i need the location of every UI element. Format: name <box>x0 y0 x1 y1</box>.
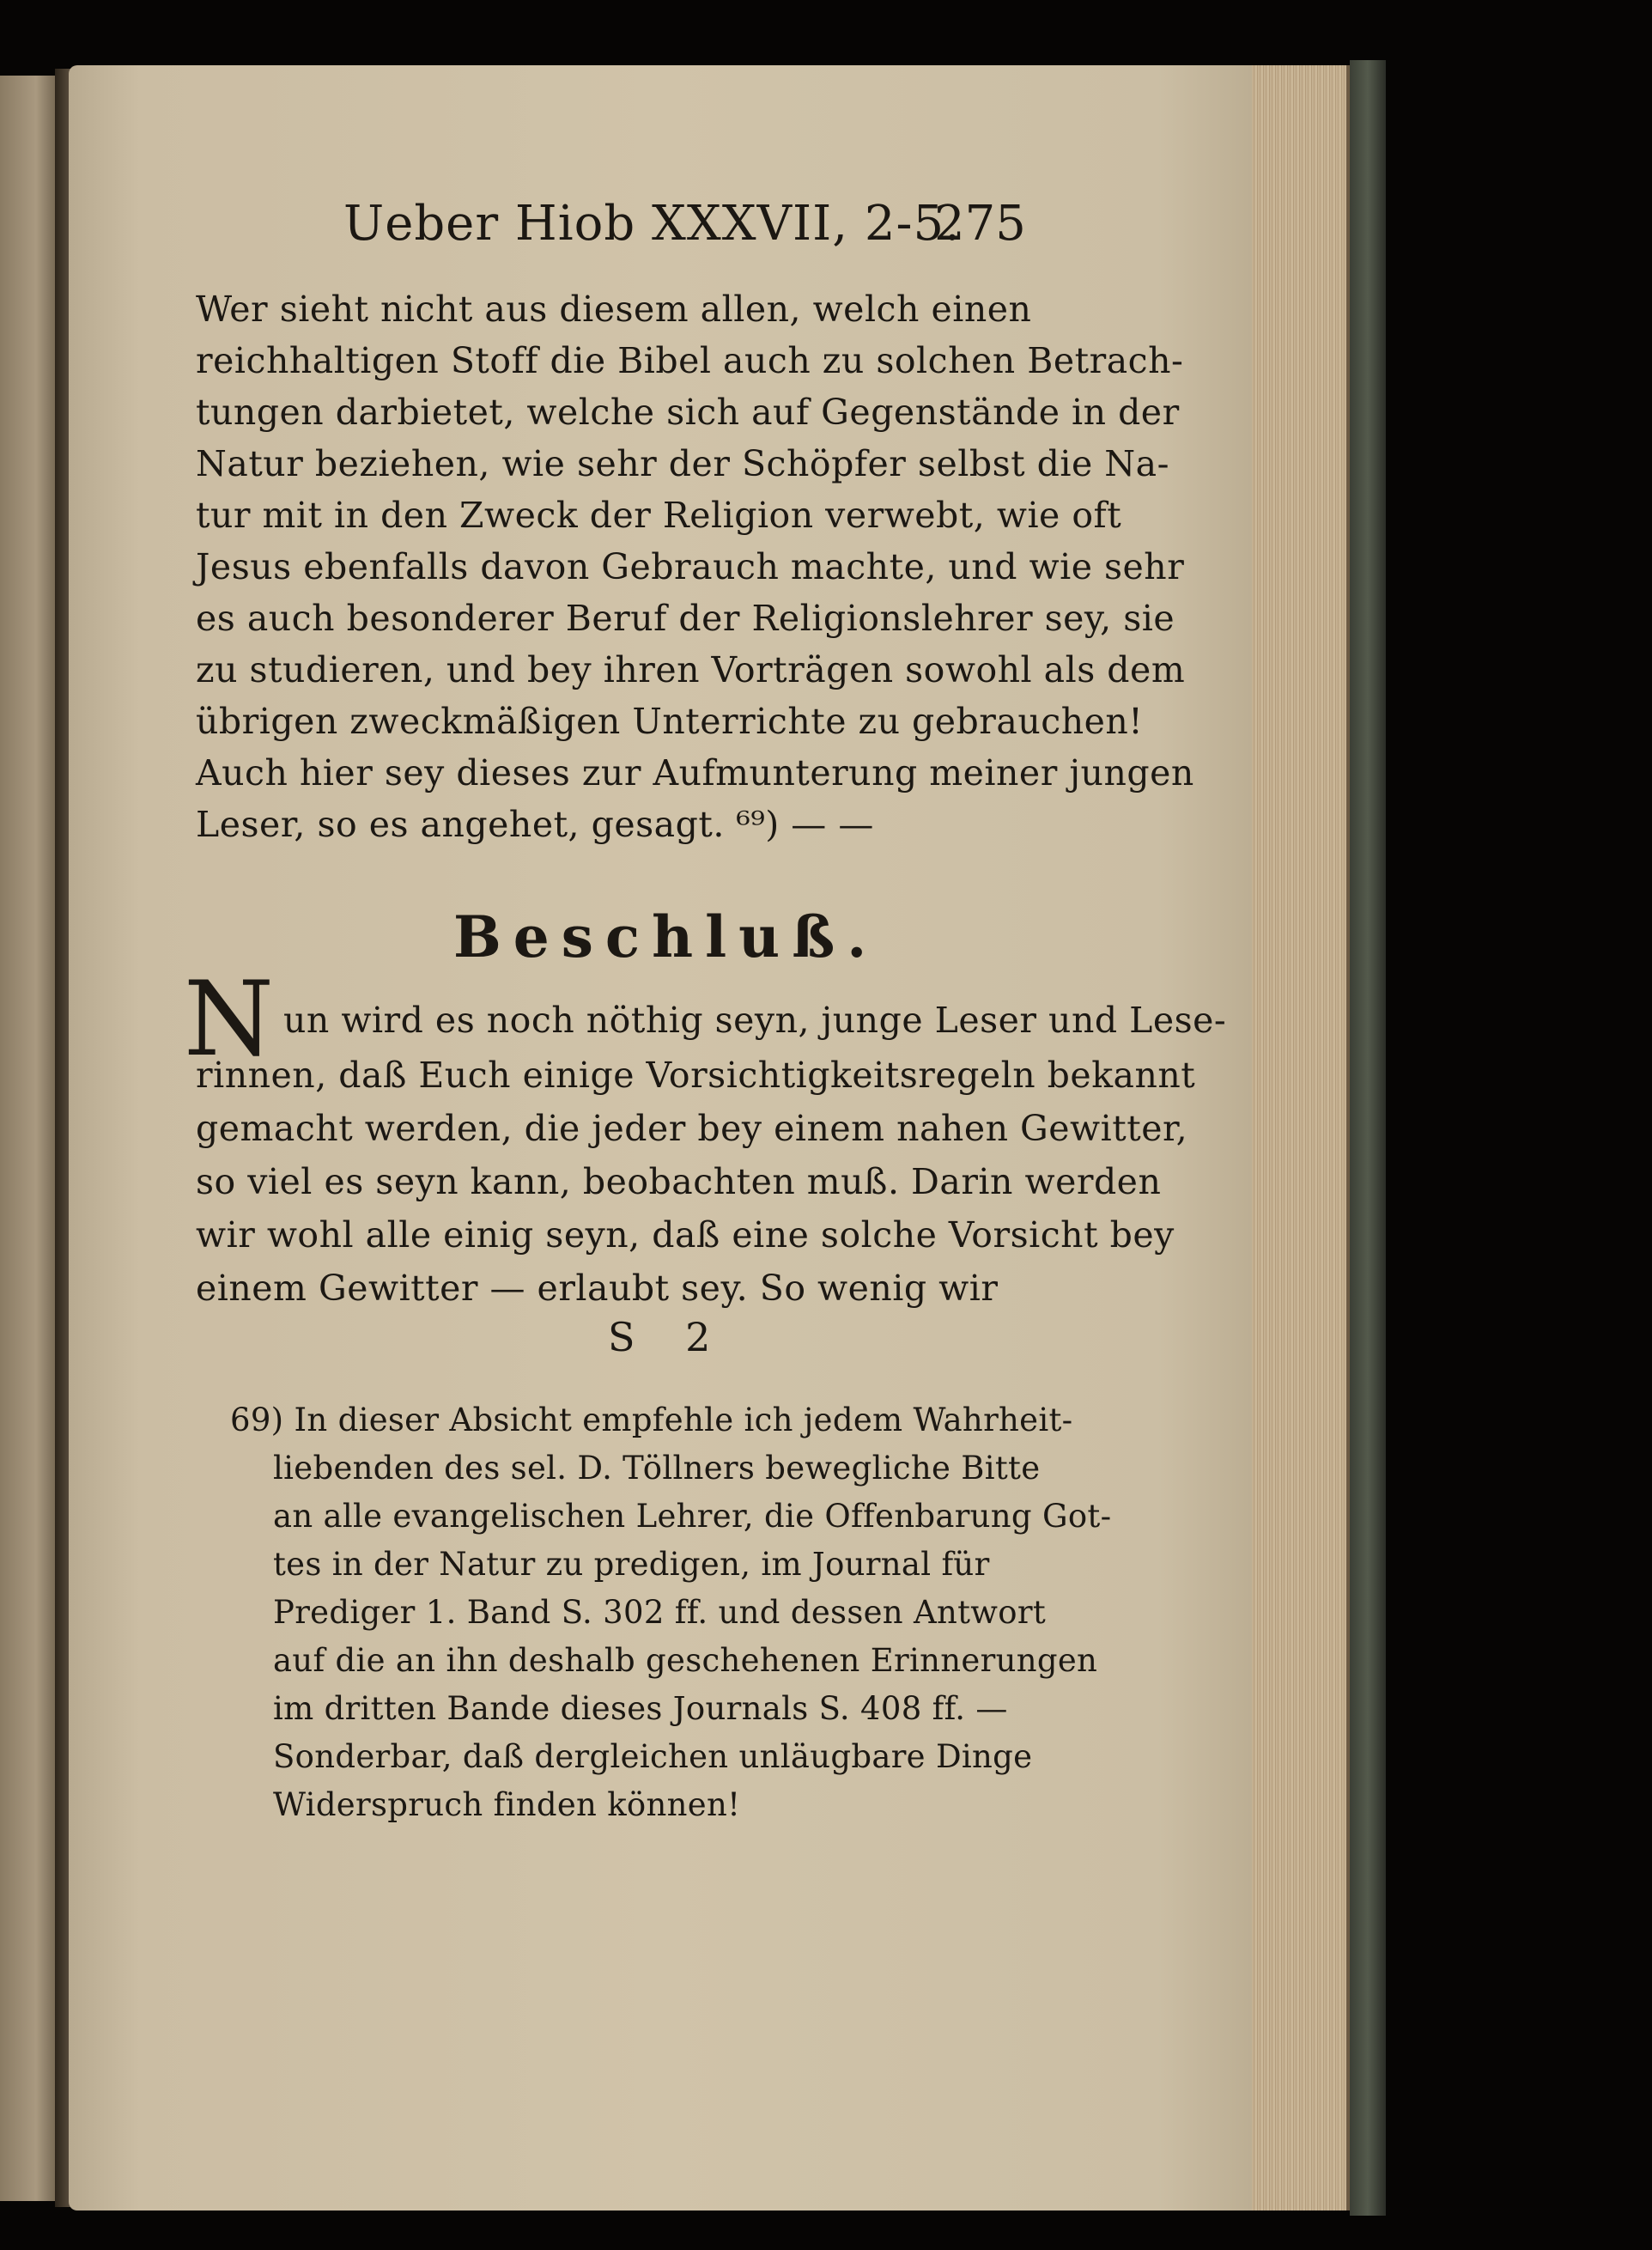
drop-cap: N <box>184 960 274 1079</box>
paragraph-line: einem Gewitter — erlaubt sey. So wenig wir <box>196 1268 999 1309</box>
paragraph-line: Jesus ebenfalls davon Gebrauch machte, und wie sehr <box>196 546 1185 587</box>
paragraph-line: gemacht werden, die jeder bey einem nahen Gewitter, <box>196 1108 1188 1149</box>
paragraph-line: Natur beziehen, wie sehr der Schöpfer selbst die Na- <box>196 443 1169 484</box>
paragraph-line: un wird es noch nöthig seyn, junge Leser und Lese- <box>283 1000 1227 1041</box>
running-header: Ueber Hiob XXXVII, 2-5. <box>343 196 961 252</box>
paragraph-line: tur mit in den Zweck der Religion verwebt, wie oft <box>196 495 1122 536</box>
footnote-line: Sonderbar, daß dergleichen unläugbare Dinge <box>273 1738 1033 1775</box>
paragraph-line: reichhaltigen Stoff die Bibel auch zu solchen Betrach- <box>196 340 1184 381</box>
footnote-line: 69) In dieser Absicht empfehle ich jedem Wahrheit- <box>230 1402 1073 1438</box>
paragraph-line: so viel es seyn kann, beobachten muß. Darin werden <box>196 1161 1162 1202</box>
page-number: 275 <box>934 196 1026 252</box>
footnote-line: tes in der Natur zu predigen, im Journal für <box>273 1546 990 1583</box>
footnote-line: liebenden des sel. D. Töllners bewegliche Bitte <box>273 1450 1041 1487</box>
paragraph-line: wir wohl alle einig seyn, daß eine solche Vorsicht bey <box>196 1214 1175 1256</box>
footnote-line: im dritten Bande dieses Journals S. 408 ff. — <box>273 1690 1008 1727</box>
book-cover-edge <box>1350 60 1386 2216</box>
paragraph-line: Auch hier sey dieses zur Aufmunterung meiner jungen <box>196 752 1194 794</box>
paragraph-line: übrigen zweckmäßigen Unterrichte zu gebrauchen! <box>196 701 1144 742</box>
signature-mark: S 2 <box>608 1314 730 1360</box>
paragraph-line: rinnen, daß Euch einige Vorsichtigkeitsregeln bekannt <box>196 1055 1196 1096</box>
page-block-edges <box>1252 65 1350 2210</box>
paragraph-line: Wer sieht nicht aus diesem allen, welch einen <box>196 289 1032 330</box>
paragraph-line: Leser, so es angehet, gesagt. ⁶⁹) — — <box>196 804 874 845</box>
facing-page-edge <box>0 76 60 2201</box>
section-heading: Beschluß. <box>453 903 879 970</box>
paragraph-line: zu studieren, und bey ihren Vorträgen sowohl als dem <box>196 649 1186 690</box>
footnote-line: Widerspruch finden können! <box>273 1786 741 1823</box>
footnote-line: an alle evangelischen Lehrer, die Offenbarung Got- <box>273 1498 1112 1535</box>
paragraph-line: es auch besonderer Beruf der Religionslehrer sey, sie <box>196 598 1175 639</box>
footnote-line: auf die an ihn deshalb geschehenen Erinnerungen <box>273 1642 1098 1679</box>
footnote-line: Prediger 1. Band S. 302 ff. und dessen Antwort <box>273 1594 1047 1631</box>
paragraph-line: tungen darbietet, welche sich auf Gegenstände in der <box>196 392 1180 433</box>
